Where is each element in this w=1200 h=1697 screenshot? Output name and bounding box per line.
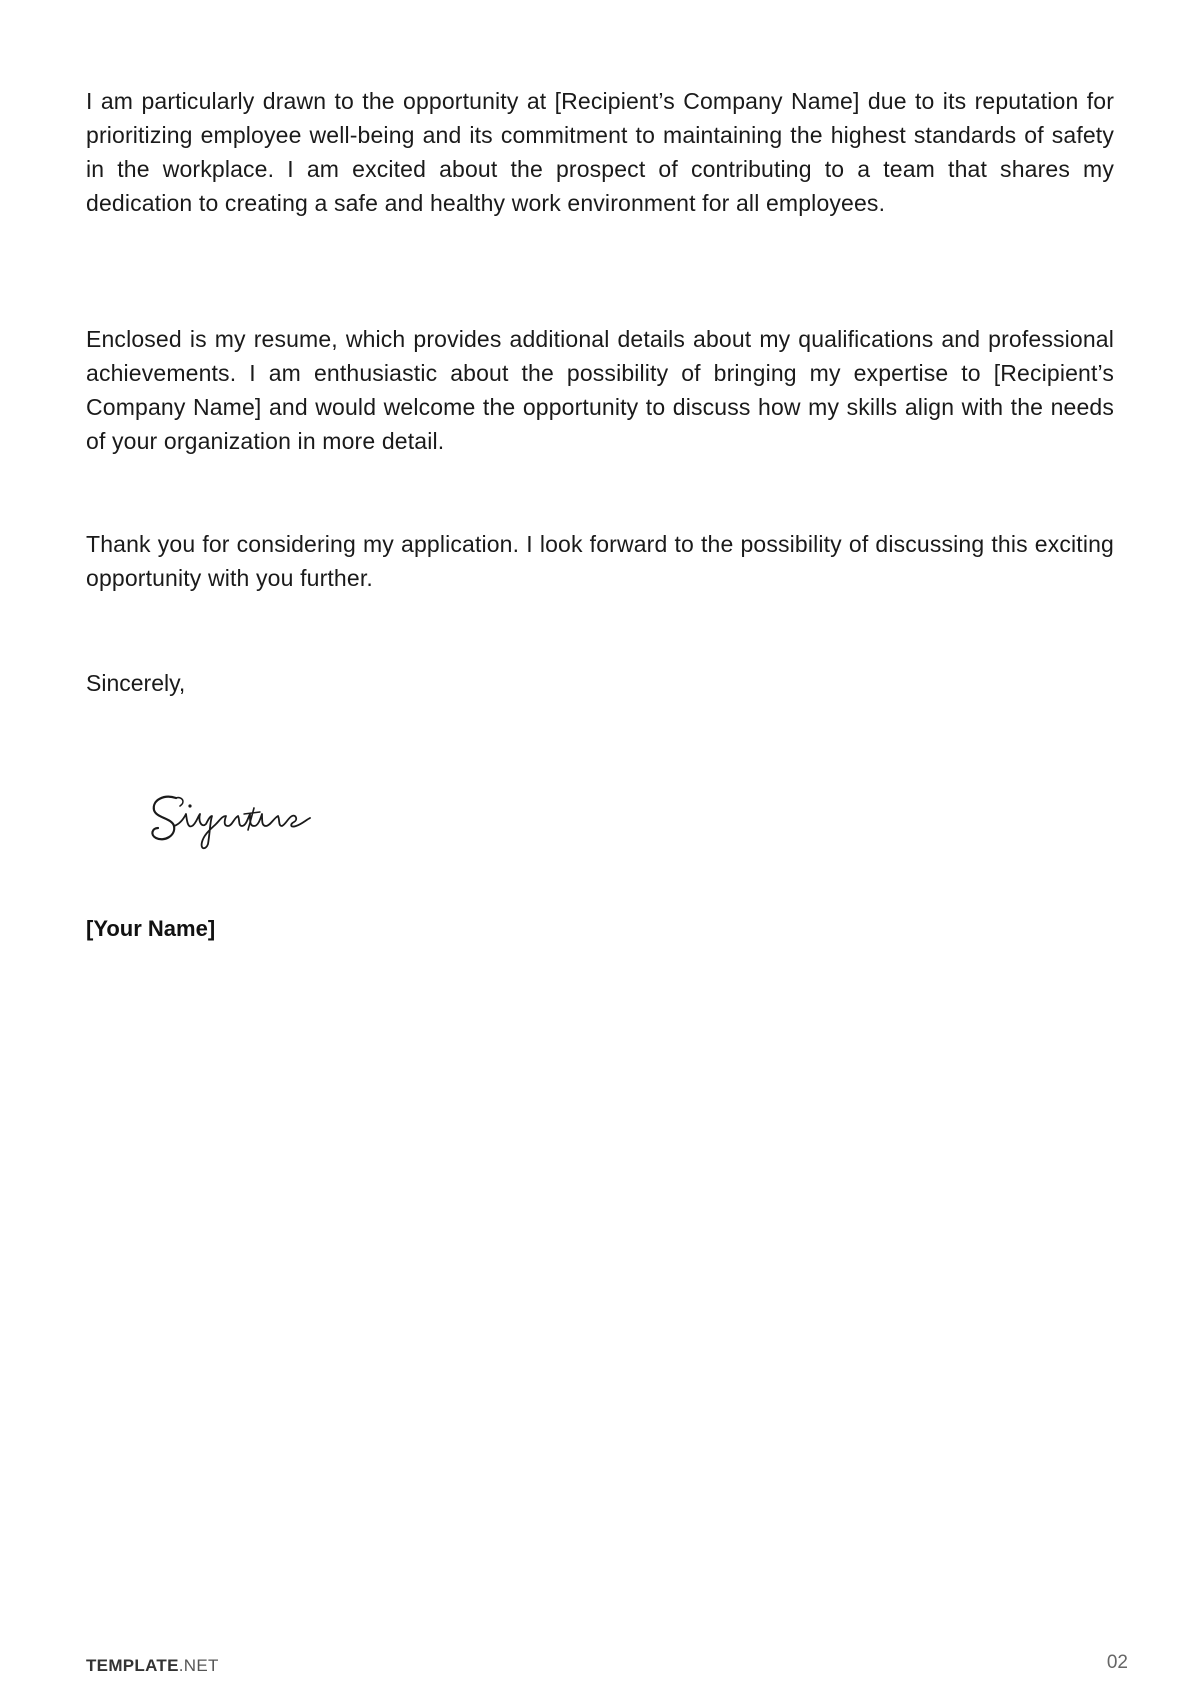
brand-suffix: .NET [178,1656,219,1675]
letter-paragraph: Enclosed is my resume, which provides additional details about my qualifications and professional achievements. I am enthusiastic about the possibility of bringing my expertise to [Recipient’s Company Name] and would welcome the opportunity to discuss how my skills align with the needs of your organization in more detail. [86,326,1114,454]
letter-paragraph: I am particularly drawn to the opportunity at [Recipient’s Company Name] due to its reputation for prioritizing employee well-being and its commitment to maintaining the highest standards of safety in the workplace. I am excited about the prospect of contributing to a team that shares my dedication to creating a safe and healthy work environment for all employees. [86,88,1114,216]
handwritten-signature [146,784,346,854]
brand-name: TEMPLATE [86,1656,179,1675]
sender-name: [Your Name] [86,916,216,941]
page-number: 02 [1106,1652,1128,1673]
letter-paragraph: Thank you for considering my application. I look forward to the possibility of discussing this exciting opportunity with you further. [86,531,1114,591]
footer-brand-logo [86,1656,219,1676]
letter-closing: Sincerely, [86,670,186,696]
